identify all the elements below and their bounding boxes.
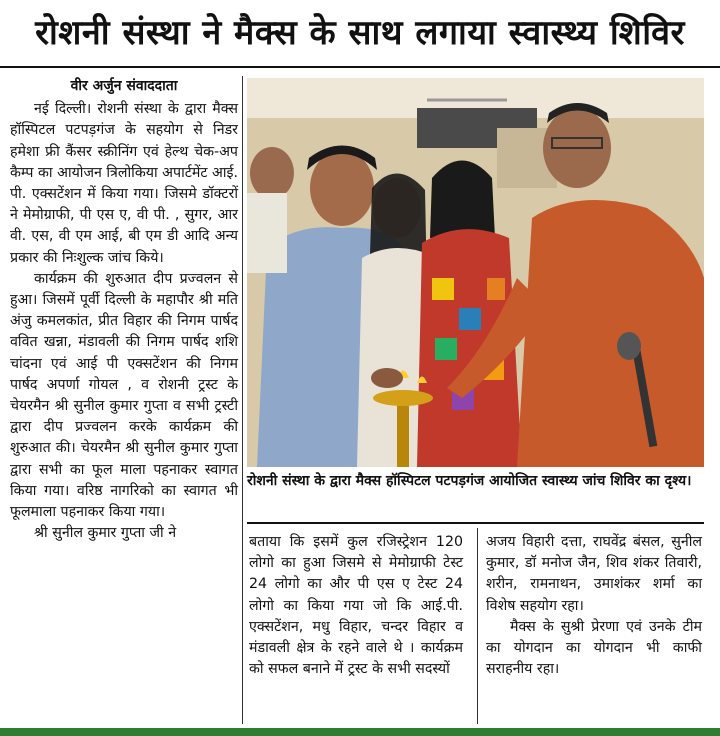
photo-caption: रोशनी संस्था के द्वारा मैक्स हॉस्पिटल पटपड़गंज आयोजित स्वास्थ्य जांच शिविर का दृश्य। <box>247 473 692 489</box>
col3-paragraph-2: मैक्स के सुश्री प्रेरणा एवं उनके टीम का योगदान का योगदान भी काफी सराहनीय रहा। <box>486 618 702 678</box>
col3-paragraph-1: अजय विहारी दत्ता, राघवेंद्र बंसल, सुनील कुमार, डॉ मनोज जैन, शिव शंकर तिवारी, शरीन, रामनाथन, उमाशंकर शर्मा का विशेष सहयोग रहा। <box>486 534 702 614</box>
caption-rule <box>247 522 704 524</box>
bottom-green-bar <box>0 728 720 736</box>
photo-scene <box>247 78 704 467</box>
headline: रोशनी संस्था ने मैक्स के साथ लगाया स्वास्थ्य शिविर <box>35 13 685 53</box>
col1-paragraph-3: श्री सुनील कुमार गुप्ता जी ने <box>34 525 177 542</box>
col2-paragraph-1: बताया कि इसमें कुल रजिस्ट्रेशन 120 लोगो का हुआ जिसमे से मेमोग्राफी टेस्ट 24 लोगो का और पी एस ए टेस्ट 24 लोगो का किया गया जो कि आई.पी. एक्सटेंशन, मधु विहार, चन्दर विहार व मंडावली क्षेत्र के रहने वाले थे । कार्यक्रम को सफल बनाने में ट्रस्ट के सभी सदस्यों <box>249 534 463 678</box>
article-photo <box>247 78 704 467</box>
article-column-3 <box>486 532 702 680</box>
byline: वीर अर्जुन संवाददाता <box>70 78 178 94</box>
headline-rule <box>0 66 720 68</box>
article-column-2 <box>249 532 463 680</box>
column-divider-1 <box>242 76 243 724</box>
col1-paragraph-2: कार्यक्रम की शुरुआत दीप प्रज्वलन से हुआ। जिसमें पूर्वी दिल्ली के महापौर श्री मति अंजु कमलकांत, प्रीत विहार की निगम पार्षद ववित खन्ना, मंडावली की निगम पार्षद शशि चांदना एवं आई पी एक्सटेंशन की निगम पार्षद अपर्णा गोयल , व रोशनी ट्रस्ट के चेयरमैन श्री सुनील कुमार गुप्ता व सभी ट्रस्टी द्वारा दीप प्रज्वलन करके कार्यक्रम की शुरुआत की। चेयरमैन श्री सुनील कुमार गुप्ता द्वारा सभी का फूल माला पहनाकर स्वागत किया गया। वरिष्ठ नागरिको का स्वागत भी फूलमाला पहनाकर किया गया। <box>10 270 238 521</box>
column-divider-2 <box>477 528 478 724</box>
article-column-1 <box>10 76 238 544</box>
col1-paragraph-1: नई दिल्ली। रोशनी संस्था के द्वारा मैक्स हॉस्पिटल पटपड़गंज के सहयोग से निडर हमेशा फ्री कैंसर स्क्रीनिंग एवं हेल्थ चेक-अप कैम्प का आयोजन त्रिलोकिया अपार्टमेंट आई. पी. एक्सटेंशन में किया गया। जिसमे डॉक्टरों ने मेमोग्राफी, पी एस ए, वी पी. , सुगर, आर वी. एस, वी एम आई, बी एम डी आदि अन्य प्रकार की निःशुल्क जांच किये। <box>10 101 239 266</box>
